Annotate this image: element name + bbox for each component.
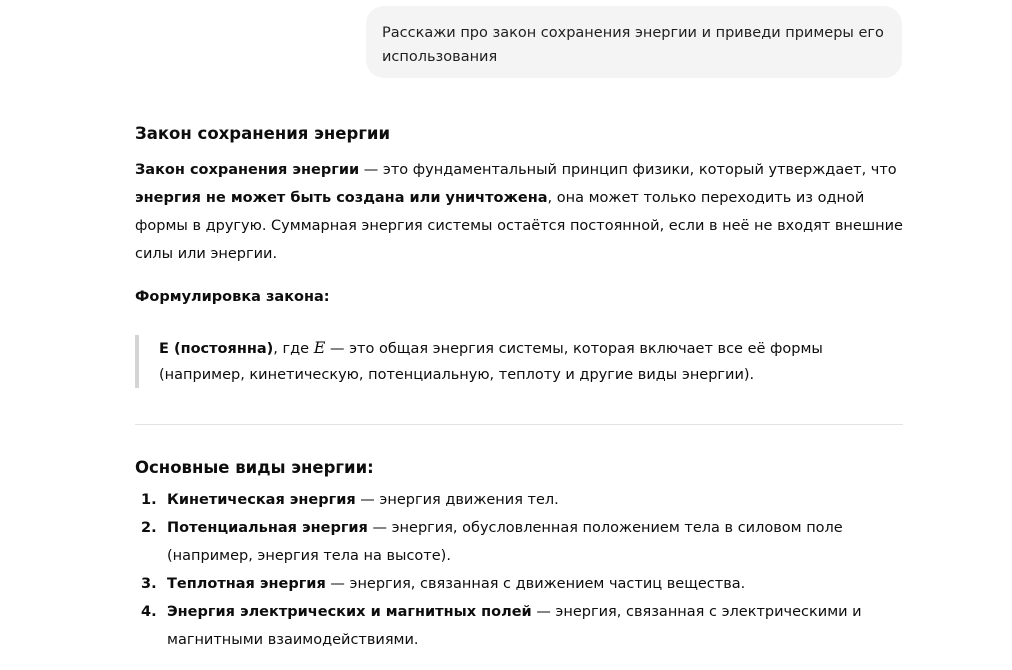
user-message-text: Расскажи про закон сохранения энергии и приведи примеры его использования: [382, 25, 884, 65]
list-item-number: 4.: [141, 604, 157, 620]
intro-text-2: , она может только переходить из одной формы в другую. Суммарная энергия системы остаётся постоянной, если в неё не входят внешние силы или энергии.: [135, 190, 903, 262]
list-item-text: — энергия, связанная с движением частиц вещества.: [325, 576, 746, 592]
list-item-bold: Потенциальная энергия: [167, 520, 368, 536]
intro-bold-statement: энергия не может быть создана или уничтожена: [135, 190, 548, 206]
list-item-bold: Теплотная энергия: [167, 576, 326, 592]
answer-heading: Закон сохранения энергии: [135, 124, 391, 143]
list-item-bold: Энергия электрических и магнитных полей: [167, 604, 532, 620]
list-item: [135, 598, 905, 654]
formula-bold: E (постоянна): [159, 341, 274, 357]
formula-math-symbol: E: [313, 338, 326, 357]
section-divider: [135, 424, 903, 425]
types-heading: Основные виды энергии:: [135, 458, 374, 477]
formula-text-1: , где: [273, 341, 314, 357]
intro-text-1: — это фундаментальный принцип физики, который утверждает, что: [359, 162, 897, 178]
list-item-number: 1.: [141, 492, 157, 508]
intro-paragraph: [135, 156, 905, 268]
formula-text-2: — это общая энергия системы, которая включает все её формы (например, кинетическую, потенциальную, теплоту и другие виды энергии).: [159, 341, 823, 383]
list-item-number: 3.: [141, 576, 157, 592]
list-item-text: — энергия движения тел.: [355, 492, 559, 508]
formula-blockquote: [135, 335, 905, 388]
list-item: [135, 570, 905, 598]
energy-types-list: [135, 486, 905, 654]
list-item-text: — энергия, обусловленная положением тела в силовом поле (например, энергия тела на высоте).: [167, 520, 843, 564]
list-item: [135, 514, 905, 570]
formulation-label: Формулировка закона:: [135, 289, 330, 305]
intro-bold-term: Закон сохранения энергии: [135, 162, 360, 178]
list-item-bold: Кинетическая энергия: [167, 492, 356, 508]
user-message-bubble: [366, 6, 902, 78]
list-item: [135, 486, 905, 514]
list-item-text: — энергия, связанная с электрическими и магнитными взаимодействиями.: [167, 604, 862, 648]
list-item-number: 2.: [141, 520, 157, 536]
